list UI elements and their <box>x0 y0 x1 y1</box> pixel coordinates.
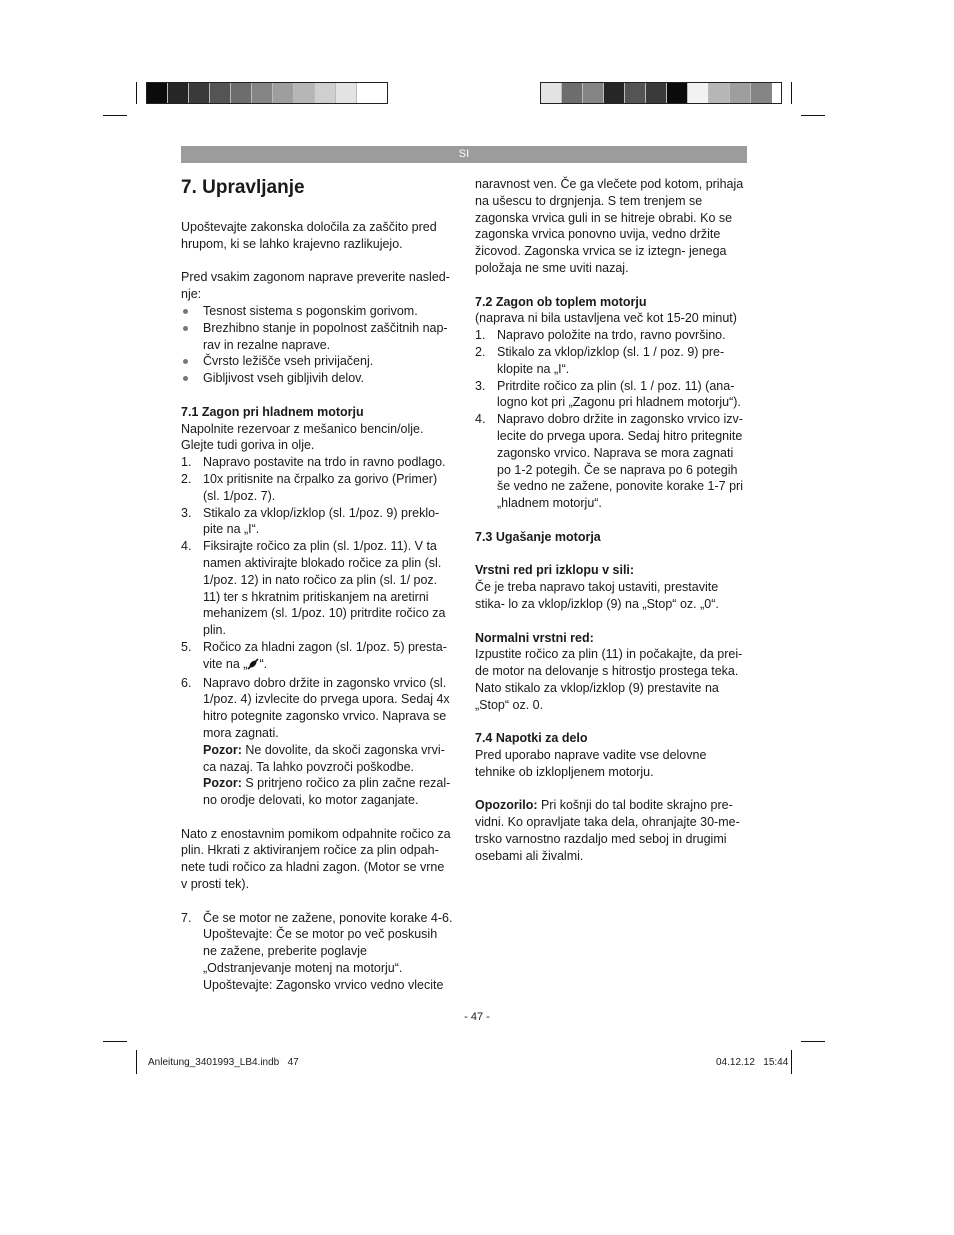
step-item: 2. Stikalo za vklop/izklop (sl. 1 / poz. 9) pre- klopite na „I“. <box>475 344 725 376</box>
continuation-paragraph: naravnost ven. Če ga vlečete pod kotom, prihaja na ušescu to drgnjenja. S tem trenjem se zagonska vrvica guli in se hitreje obrabi. Ko se zagonska vrvica ponovno uvija, vedno držite žicovod. Zagonska vrvica se iz iztegn- jenega položaja ne sme uviti nazaj. <box>475 177 744 275</box>
color-swatch <box>315 83 336 103</box>
step-item: 1. Napravo postavite na trdo in ravno podlago. <box>181 455 446 470</box>
color-swatch <box>189 83 210 103</box>
normal-title: Normalni vrstni red: <box>475 630 594 645</box>
color-swatch <box>168 83 189 103</box>
crop-mark <box>791 82 792 104</box>
release-paragraph: Nato z enostavnim pomikom odpahnite ročico za plin. Hkrati z aktiviranjem ročice za plin odpah- nete tudi ročico za hladni zagon. (Motor se vrne v prosti tek). <box>181 826 451 892</box>
color-swatch <box>231 83 252 103</box>
crop-mark <box>103 115 127 116</box>
step-item: 5. Ročico za hladni zagon (sl. 1/poz. 5) presta- vite na „ “. <box>181 639 453 675</box>
step-note: Upoštevajte: Zagonsko vrvico vedno vlecite <box>203 977 444 992</box>
subsection-title-7-1: 7.1 Zagon pri hladnem motorju <box>181 404 364 419</box>
color-swatch <box>709 83 730 103</box>
color-swatch <box>357 83 378 103</box>
subsection-title-7-2: 7.2 Zagon ob toplem motorju <box>475 294 647 309</box>
subsection-note: (naprava ni bila ustavljena več kot 15-20 minut) <box>475 311 737 326</box>
subsection-intro: Napolnite rezervoar z mešanico bencin/olje. Glejte tudi goriva in olje. <box>181 421 424 453</box>
color-swatch <box>562 83 583 103</box>
crop-mark <box>136 1050 137 1074</box>
color-swatch <box>667 83 688 103</box>
page-number: - 47 - <box>464 1011 490 1023</box>
footer-file-info: Anleitung_3401993_LB4.indb 47 <box>148 1057 299 1068</box>
emergency-text: Če je treba napravo takoj ustaviti, prestavite stika- lo za vklop/izklop (9) na „Stop“ oz. „0“. <box>475 580 719 611</box>
warning-label: Pozor: <box>203 742 242 757</box>
step-item: 1. Napravo položite na trdo, ravno površino. <box>475 328 726 343</box>
step-item: 3. Pritrdite ročico za plin (sl. 1 / poz. 11) (ana- logno kot pri „Zagonu pri hladnem motorju“). <box>475 378 741 410</box>
color-swatch <box>147 83 168 103</box>
warning-label: Pozor: <box>203 776 242 791</box>
intro-paragraph: Upoštevajte zakonska določila za zaščito pred hrupom, ki se lahko krajevno razlikujejo. <box>181 220 437 251</box>
emergency-title: Vrstni red pri izklopu v sili: <box>475 563 635 578</box>
step-item: 4. Fiksirajte ročico za plin (sl. 1/poz. 11). V ta namen aktivirajte blokado ročice za plin (sl. 1/poz. 12) in nato ročico za plin (sl. 1/ poz. 11) ter s hkratnim pritiskanjem na aretirni mehanizem (sl. 1/poz. 10) pritrdite ročico za plin. <box>181 539 446 638</box>
crop-mark <box>801 1041 825 1042</box>
check-list <box>181 303 453 387</box>
left-column <box>181 176 453 994</box>
right-column <box>475 176 747 865</box>
color-swatch <box>751 83 772 103</box>
color-swatch <box>730 83 751 103</box>
list-item: Gibljivost vseh gibljivih delov. <box>181 370 453 387</box>
crop-mark <box>136 82 137 104</box>
step-item: 7. Če se motor ne zažene, ponovite korake 4-6. Upoštevajte: Če se motor po več poskusih ne zažene, preberite poglavje „Odstranjevanje motenj na motorju“. Upoštevajte: Zagonsko vrvico vedno vlecite <box>181 910 453 992</box>
footer-date: 04.12.12 15:44 <box>716 1057 789 1068</box>
color-swatch <box>541 83 562 103</box>
warning-paragraph <box>475 797 747 864</box>
color-swatch <box>625 83 646 103</box>
warning-text: Ne dovolite, da skoči zagonska vrvi- ca nazaj. Ta lahko povzroči poškodbe. <box>203 742 445 774</box>
color-calibration-bar-right <box>540 82 782 104</box>
color-swatch <box>210 83 231 103</box>
crop-mark <box>791 1050 792 1074</box>
list-item: Brezhibno stanje in popolnost zaščitnih nap- rav in rezalne naprave. <box>181 320 453 354</box>
section-heading: 7. Upravljanje <box>181 177 305 198</box>
color-swatch <box>252 83 273 103</box>
color-swatch <box>583 83 604 103</box>
color-swatch <box>273 83 294 103</box>
step-item: 6. Napravo dobro držite in zagonsko vrvico (sl. 1/poz. 4) izvlecite do prvega upora. Sedaj 4x hitro potegnite zagonsko vrvico. Naprava se mora zagnati. Pozor: Ne dovolite, da skoči zagonska vrvi- ca nazaj. Ta lahko povzroči poškodbe. Pozor: S pritrjeno ročico za plin začne rezal- no orodje delovati, ko motor zaganjate. <box>181 675 451 808</box>
step-item: 2. 10x pritisnite na črpalko za gorivo (Primer) (sl. 1/poz. 7). <box>181 471 438 503</box>
subsection-title-7-3: 7.3 Ugašanje motorja <box>475 529 601 544</box>
warning-text: Pri košnji do tal bodite skrajno pre- vidni. Ko opravljate taka dela, ohranjajte 30-me- trsko varnostno razdaljo med seboj in drugimi osebami ali živalmi. <box>475 798 740 863</box>
warning-text: S pritrjeno ročico za plin začne rezal- no orodje delovati, ko motor zaganjate. <box>203 776 451 808</box>
color-swatch <box>646 83 667 103</box>
step-item: 4. Napravo dobro držite in zagonsko vrvico izv- lecite do prvega upora. Sedaj hitro pritegnite zagonsko vrvico. Naprava se mora zagnati po 1-2 potegih. Če se naprava po 6 potegih še vedno ne zažene, ponovite korake 1-7 pri „hladnem motorju“. <box>475 412 743 511</box>
crop-mark <box>801 115 825 116</box>
list-item: Čvrsto ležišče vseh privijačenj. <box>181 353 453 370</box>
choke-icon <box>247 658 259 675</box>
color-swatch <box>294 83 315 103</box>
color-calibration-bar-left <box>146 82 388 104</box>
list-item: Tesnost sistema s pogonskim gorivom. <box>181 303 453 320</box>
step-item: 3. Stikalo za vklop/izklop (sl. 1/poz. 9) preklo- pite na „I“. <box>181 505 440 537</box>
tips-text: Pred uporabo naprave vadite vse delovne tehnike ob izklopljenem motorju. <box>475 748 707 779</box>
normal-text: Izpustite ročico za plin (11) in počakajte, da prei- de motor na delovanje s hitrostjo prostega teka. Nato stikalo za vklop/izklop (9) prestavite na „Stop“ oz. 0. <box>475 647 743 712</box>
color-swatch <box>336 83 357 103</box>
color-swatch <box>688 83 709 103</box>
subsection-title-7-4: 7.4 Napotki za delo <box>475 731 588 746</box>
color-swatch <box>604 83 625 103</box>
language-tab-label: SI <box>458 148 470 160</box>
crop-mark <box>103 1041 127 1042</box>
check-intro: Pred vsakim zagonom naprave preverite nasled- nje: <box>181 270 450 302</box>
warning-label: Opozorilo: <box>475 798 538 813</box>
language-tab-bar <box>181 146 747 163</box>
